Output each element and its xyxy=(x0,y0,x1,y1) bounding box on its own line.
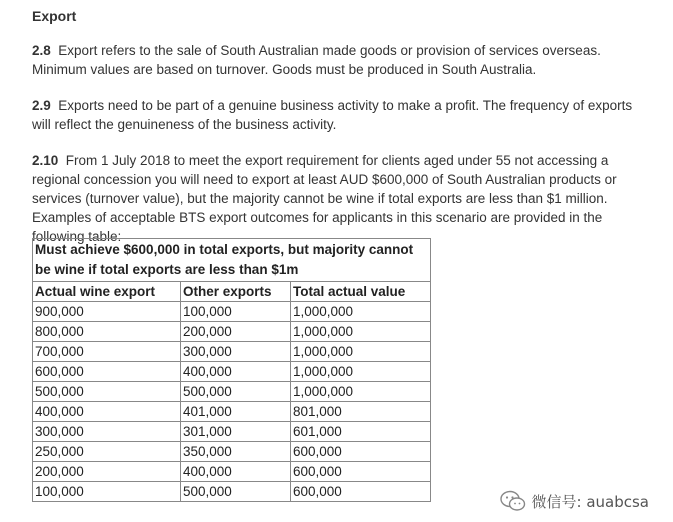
table-cell: 600,000 xyxy=(33,362,181,382)
table-caption-row xyxy=(33,239,431,282)
table-row xyxy=(33,362,431,382)
table-row xyxy=(33,302,431,322)
watermark-text: 微信号: auabcsa xyxy=(531,492,649,511)
table-row xyxy=(33,322,431,342)
paragraph-2-9 xyxy=(32,96,642,134)
paragraph-number: 2.8 xyxy=(32,43,51,58)
table-cell: 200,000 xyxy=(33,462,181,482)
paragraph-text: Export refers to the sale of South Australian made goods or provision of services overseas. Minimum values are based on turnover. Goods must be produced in South Australia. xyxy=(32,43,601,77)
table-cell: 400,000 xyxy=(181,362,291,382)
table-cell: 500,000 xyxy=(33,382,181,402)
column-header: Total actual value xyxy=(291,282,431,302)
table-row xyxy=(33,462,431,482)
paragraph-text: Exports need to be part of a genuine business activity to make a profit. The frequency of exports will reflect the genuineness of the business activity. xyxy=(32,98,633,132)
table-cell: 900,000 xyxy=(33,302,181,322)
table-row xyxy=(33,442,431,462)
wechat-watermark xyxy=(500,490,650,512)
table-cell: 1,000,000 xyxy=(291,342,431,362)
table-header-row xyxy=(33,282,431,302)
table-row xyxy=(33,402,431,422)
table-cell: 601,000 xyxy=(291,422,431,442)
table-cell: 600,000 xyxy=(291,442,431,462)
table-cell: 1,000,000 xyxy=(291,382,431,402)
table-cell: 200,000 xyxy=(181,322,291,342)
table-cell: 100,000 xyxy=(181,302,291,322)
table-cell: 800,000 xyxy=(33,322,181,342)
table-caption: Must achieve $600,000 in total exports, but majority cannot be wine if total exports are less than $1m xyxy=(33,239,431,282)
table-cell: 600,000 xyxy=(291,482,431,502)
export-outcomes-table xyxy=(32,238,431,502)
column-header: Other exports xyxy=(181,282,291,302)
table-cell: 801,000 xyxy=(291,402,431,422)
table-row xyxy=(33,382,431,402)
section-heading: Export xyxy=(32,8,77,24)
table-cell: 100,000 xyxy=(33,482,181,502)
table-cell: 300,000 xyxy=(181,342,291,362)
table-row xyxy=(33,482,431,502)
table-row xyxy=(33,342,431,362)
table-cell: 300,000 xyxy=(33,422,181,442)
table-cell: 350,000 xyxy=(181,442,291,462)
table-cell: 1,000,000 xyxy=(291,302,431,322)
table-cell: 400,000 xyxy=(33,402,181,422)
paragraph-number: 2.10 xyxy=(32,153,59,168)
table-cell: 1,000,000 xyxy=(291,322,431,342)
paragraph-2-8 xyxy=(32,41,642,79)
table-body xyxy=(33,302,431,502)
table-cell: 600,000 xyxy=(291,462,431,482)
table-row xyxy=(33,422,431,442)
paragraph-2-10 xyxy=(32,151,642,246)
table-cell: 1,000,000 xyxy=(291,362,431,382)
table-cell: 401,000 xyxy=(181,402,291,422)
document-page xyxy=(32,0,642,246)
table-cell: 250,000 xyxy=(33,442,181,462)
paragraph-text: From 1 July 2018 to meet the export requirement for clients aged under 55 not accessing a regional concession you will need to export at least AUD $600,000 of South Australian products or services (turnover value), but the majority cannot be wine if total exports are less than $1 million. Examples of acceptable BTS export outcomes for applicants in this scenario are provided in the following table: xyxy=(32,153,617,244)
paragraph-number: 2.9 xyxy=(32,98,51,113)
table-cell: 700,000 xyxy=(33,342,181,362)
table-cell: 500,000 xyxy=(181,382,291,402)
column-header: Actual wine export xyxy=(33,282,181,302)
table-cell: 301,000 xyxy=(181,422,291,442)
table-cell: 500,000 xyxy=(181,482,291,502)
table-cell: 400,000 xyxy=(181,462,291,482)
wechat-icon xyxy=(500,490,526,512)
